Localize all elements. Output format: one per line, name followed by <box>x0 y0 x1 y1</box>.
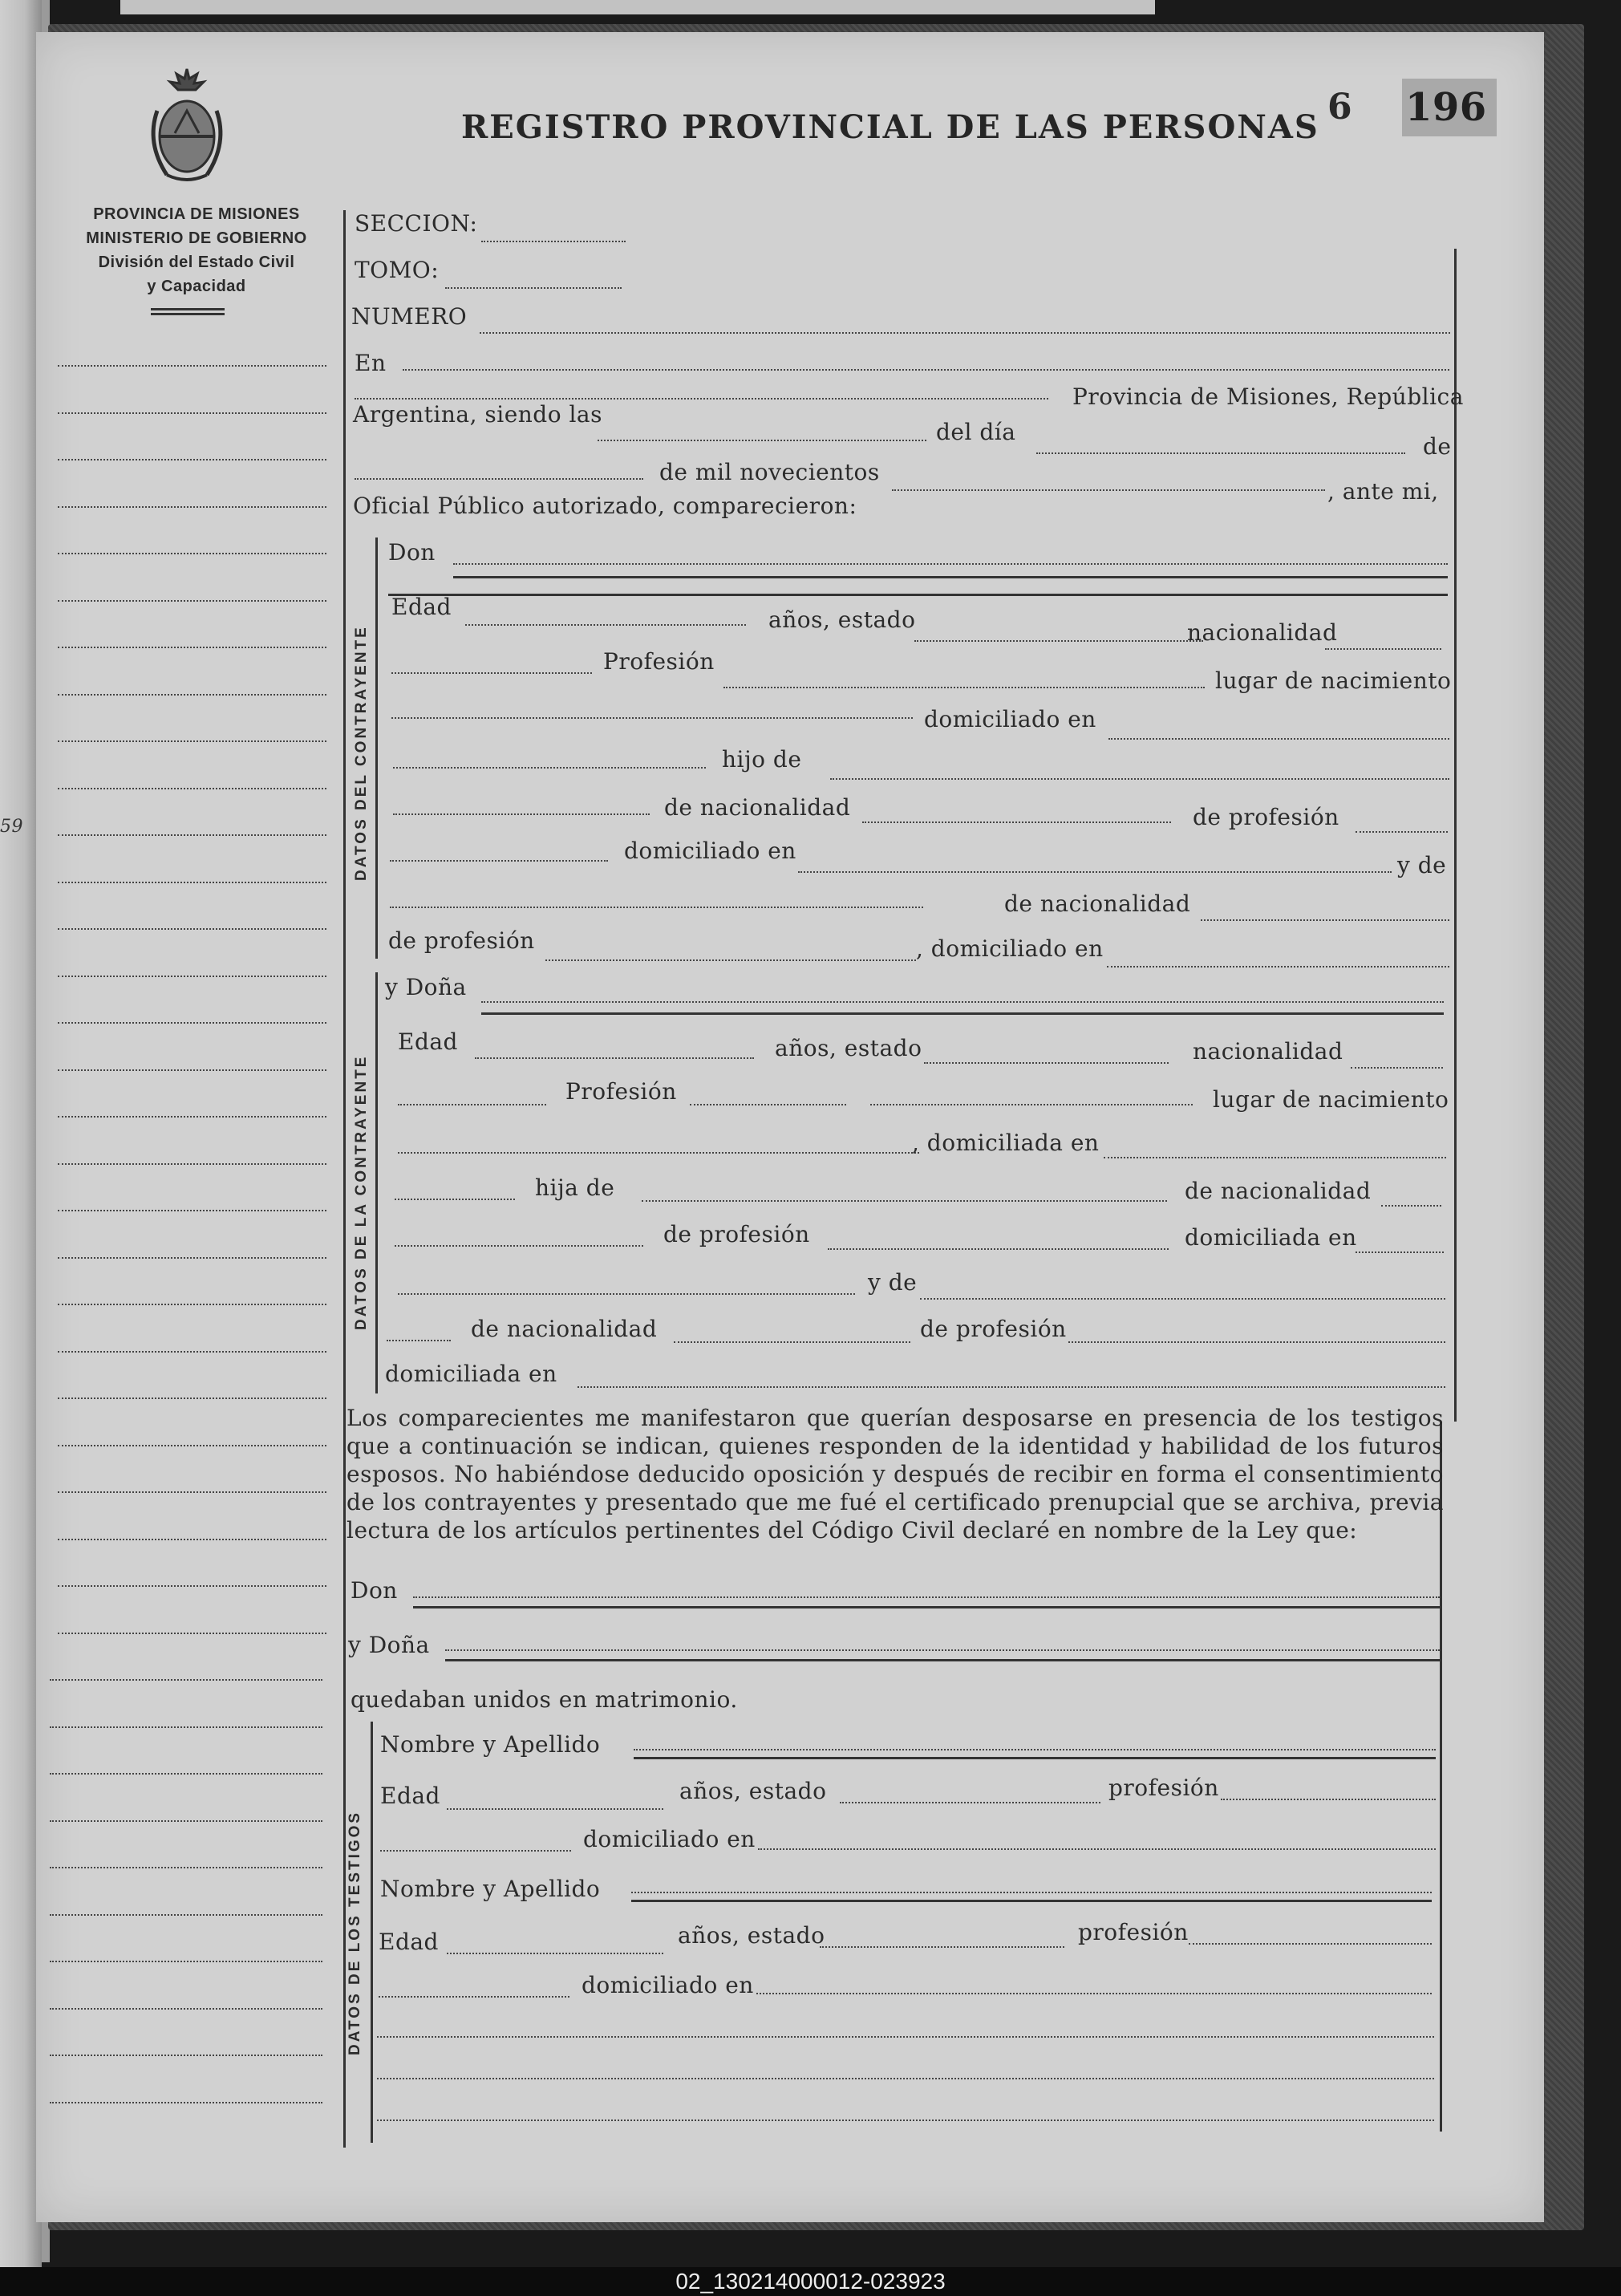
groom-don-label: Don <box>388 539 436 566</box>
bride-profesion-field[interactable] <box>398 1104 546 1105</box>
bride-name-field[interactable] <box>481 1001 1444 1003</box>
margin-ruled-line <box>50 1773 322 1775</box>
witness1-estado-label: años, estado <box>679 1778 827 1804</box>
declaration-don-rule <box>413 1606 1440 1608</box>
groom-header-rule <box>388 594 1448 596</box>
section-label-contrayente: DATOS DEL CONTRAYENTE <box>353 625 370 881</box>
margin-ruled-line <box>58 1022 326 1024</box>
witness-extra-line-2[interactable] <box>377 2078 1434 2079</box>
page-top-edge <box>120 0 1155 14</box>
declaration-dona-label: y Doña <box>348 1632 430 1658</box>
bride-profesion-field-2[interactable] <box>690 1104 846 1105</box>
groom-hijo-de-label: hijo de <box>722 746 802 773</box>
groom-profesion-label: Profesión <box>603 648 715 675</box>
witness2-profesion-field[interactable] <box>1189 1943 1432 1945</box>
groom-madre-profesion-field[interactable] <box>545 959 916 961</box>
declaration-dona-rule <box>445 1659 1440 1661</box>
en-label: En <box>355 350 387 376</box>
page-title: REGISTRO PROVINCIAL DE LAS PERSONAS <box>461 108 1319 146</box>
bride-madre-profesion-field[interactable] <box>1068 1341 1445 1343</box>
margin-ruled-line <box>58 1585 326 1587</box>
anio-field[interactable] <box>892 489 1325 491</box>
bride-padre-domicilio-field-2[interactable] <box>398 1293 855 1295</box>
groom-edad-label: Edad <box>391 594 452 620</box>
section-label-contrayente-f: DATOS DE LA CONTRAYENTE <box>353 1054 370 1330</box>
margin-ruled-line <box>58 506 326 508</box>
witness1-nombre-rule <box>634 1757 1436 1759</box>
groom-padre-domiciliado-label: domiciliado en <box>624 838 796 864</box>
en-field[interactable] <box>403 369 1449 371</box>
folio-number: 196 <box>1405 85 1487 130</box>
margin-ruled-line <box>50 2008 322 2010</box>
witness2-profesion-label: profesión <box>1078 1919 1189 1945</box>
margin-ruled-line <box>58 553 326 554</box>
argentina-label: Argentina, siendo las <box>353 401 602 428</box>
bride-nacionalidad-label: nacionalidad <box>1193 1038 1343 1065</box>
heading-underline <box>151 313 225 315</box>
margin-ruled-line <box>58 412 326 414</box>
quedaban-text: quedaban unidos en matrimonio. <box>351 1686 738 1713</box>
coat-of-arms-seal <box>143 63 231 191</box>
witness1-domicilio-field[interactable] <box>758 1848 1436 1850</box>
margin-ruled-line <box>58 1445 326 1446</box>
groom-lugar-label: lugar de nacimiento <box>1215 667 1452 694</box>
groom-estado-label: años, estado <box>768 606 916 633</box>
bride-madre-profesion-label: de profesión <box>920 1316 1067 1342</box>
bride-name-rule <box>481 1012 1444 1015</box>
margin-ruled-line <box>58 1304 326 1305</box>
bride-profesion-field-3[interactable] <box>870 1104 1193 1105</box>
witness1-profesion-field-2[interactable] <box>380 1850 571 1852</box>
bride-section-bracket <box>375 972 378 1393</box>
bride-padre-profesion-field[interactable] <box>828 1248 1169 1250</box>
seccion-label: SECCION: <box>355 210 478 237</box>
groom-madre-domicilio-field[interactable] <box>1107 966 1449 967</box>
margin-ruled-line <box>50 2055 322 2056</box>
groom-padre-field-2[interactable] <box>393 813 650 815</box>
bride-dona-label: y Doña <box>385 974 467 1000</box>
margin-ruled-line <box>58 1491 326 1493</box>
groom-nacionalidad-field[interactable] <box>1325 648 1441 650</box>
heading-underline <box>151 308 225 310</box>
margin-ruled-line <box>58 1539 326 1540</box>
groom-domicilio-field-2[interactable] <box>393 767 706 769</box>
margin-ruled-line <box>50 2102 322 2103</box>
ante-mi-label: , ante mi, <box>1327 478 1439 505</box>
declaration-paragraph: Los comparecientes me manifestaron que querían desposarse en presencia de los testigos que a continuación se indican, quienes responden de la identidad y habilidad de los futuros esposos. No habiéndose deducido oposición y después de recibir en forma el consentimiento de los contrayentes y presentado que me fué el certificado prenupcial que se archiva, previa lectura de los artículos pertinentes del Código Civil declaré en nombre de la Ley que: <box>346 1405 1444 1544</box>
groom-section-bracket <box>375 537 378 959</box>
witness2-domiciliado-label: domiciliado en <box>582 1972 754 1998</box>
declaration-don-field[interactable] <box>413 1596 1440 1598</box>
margin-ruled-line <box>50 1820 322 1822</box>
bride-padre-domiciliada-label: domiciliada en <box>1185 1224 1357 1251</box>
groom-estado-field[interactable] <box>914 640 1203 642</box>
register-page <box>36 32 1544 2222</box>
margin-ruled-line <box>58 976 326 977</box>
bride-domicilio-field-2[interactable] <box>395 1199 515 1200</box>
margin-ruled-line <box>58 1397 326 1399</box>
margin-note: 59 <box>0 817 23 837</box>
groom-profesion-field[interactable] <box>391 672 592 674</box>
del-dia-label: del día <box>936 419 1016 445</box>
witness1-profesion-label: profesión <box>1108 1775 1219 1801</box>
margin-ruled-line <box>58 1069 326 1071</box>
witness-extra-line-3[interactable] <box>377 2120 1434 2121</box>
witness2-edad-label: Edad <box>379 1929 439 1955</box>
witness1-domiciliado-label: domiciliado en <box>583 1826 756 1852</box>
bride-padre-nacionalidad-field[interactable] <box>1381 1205 1441 1207</box>
groom-madre-domiciliado-label: , domiciliado en <box>916 935 1104 962</box>
witness1-profesion-field[interactable] <box>1221 1799 1436 1800</box>
bride-madre-nacionalidad-label: de nacionalidad <box>471 1316 658 1342</box>
witness1-estado-field[interactable] <box>840 1802 1100 1803</box>
groom-lugar-field[interactable] <box>391 717 913 719</box>
groom-name-rule <box>453 576 1448 578</box>
witness1-edad-field[interactable] <box>447 1808 663 1810</box>
file-code-label: 02_130214000012-023923 <box>675 2269 946 2294</box>
bride-madre-domicilio-field[interactable] <box>577 1386 1445 1388</box>
margin-ruled-line <box>58 1210 326 1211</box>
province-heading: PROVINCIA DE MISIONES MINISTERIO DE GOBIERNO División del Estado Civil y Capacidad <box>86 205 307 295</box>
groom-madre-nacionalidad-label: de nacionalidad <box>1004 890 1191 917</box>
bride-edad-field[interactable] <box>475 1057 754 1059</box>
witness2-nombre-label: Nombre y Apellido <box>380 1876 601 1902</box>
bride-estado-label: años, estado <box>775 1035 922 1061</box>
declaration-don-label: Don <box>351 1577 398 1604</box>
witness2-domicilio-field[interactable] <box>756 1993 1432 1994</box>
groom-padre-domicilio-field[interactable] <box>798 871 1392 873</box>
margin-ruled-line <box>58 928 326 930</box>
bride-edad-label: Edad <box>398 1028 458 1055</box>
numero-label: NUMERO <box>351 303 468 330</box>
de-label: de <box>1423 433 1452 460</box>
witness1-nombre-label: Nombre y Apellido <box>380 1731 601 1758</box>
bride-padre-nacionalidad-field-2[interactable] <box>395 1245 643 1247</box>
section-label-testigos: DATOS DE LOS TESTIGOS <box>346 1810 363 2055</box>
margin-ruled-line <box>58 740 326 742</box>
bride-madre-field[interactable] <box>920 1298 1445 1300</box>
bride-madre-field-2[interactable] <box>387 1340 451 1341</box>
witness2-estado-field[interactable] <box>820 1946 1064 1948</box>
groom-madre-profesion-label: de profesión <box>388 927 535 954</box>
margin-ruled-line <box>50 1961 322 1962</box>
oficial-label: Oficial Público autorizado, comparecieron: <box>353 493 857 519</box>
bride-padre-domicilio-field[interactable] <box>1356 1251 1444 1253</box>
seccion-field[interactable] <box>481 241 626 242</box>
witness2-profesion-field-2[interactable] <box>379 1996 569 1998</box>
dia-field[interactable] <box>1036 452 1405 454</box>
right-rule-top <box>1454 249 1457 1422</box>
groom-padre-nacionalidad-label: de nacionalidad <box>664 794 851 821</box>
bride-padre-field[interactable] <box>642 1200 1167 1202</box>
margin-ruled-line <box>58 365 326 367</box>
bride-madre-domiciliada-label: domiciliada en <box>385 1361 557 1387</box>
bride-y-de-label: y de <box>868 1269 918 1296</box>
bride-nacionalidad-field[interactable] <box>1351 1067 1443 1069</box>
margin-ruled-line <box>58 1633 326 1634</box>
margin-ruled-line <box>50 1679 322 1681</box>
witness2-nombre-rule <box>631 1900 1432 1902</box>
tomo-label: TOMO: <box>355 257 440 283</box>
main-column-divider <box>343 210 346 2148</box>
witness2-estado-label: años, estado <box>678 1922 825 1949</box>
groom-nacionalidad-label: nacionalidad <box>1187 619 1338 646</box>
groom-domicilio-field[interactable] <box>1108 738 1449 740</box>
groom-y-de-label: y de <box>1397 852 1447 878</box>
hora-field[interactable] <box>598 440 926 441</box>
margin-ruled-line <box>58 1163 326 1165</box>
bride-domiciliada-label: , domiciliada en <box>912 1130 1100 1156</box>
bride-padre-nacionalidad-label: de nacionalidad <box>1185 1178 1372 1204</box>
witness-extra-line-1[interactable] <box>377 2036 1434 2038</box>
groom-padre-nacionalidad-field[interactable] <box>862 821 1171 823</box>
bride-profesion-label: Profesión <box>565 1078 677 1105</box>
margin-ruled-line <box>58 600 326 602</box>
margin-ruled-line <box>58 882 326 883</box>
margin-ruled-line <box>50 1867 322 1868</box>
groom-domiciliado-label: domiciliado en <box>924 706 1096 732</box>
mil-label: de mil novecientos <box>659 459 880 485</box>
margin-ruled-line <box>58 647 326 648</box>
witness1-edad-label: Edad <box>380 1783 440 1809</box>
bride-estado-field[interactable] <box>924 1062 1169 1064</box>
margin-ruled-line <box>50 1726 322 1728</box>
bride-madre-nacionalidad-field[interactable] <box>674 1341 910 1343</box>
bride-lugar-label: lugar de nacimiento <box>1213 1086 1449 1113</box>
bride-domicilio-field[interactable] <box>1104 1157 1446 1158</box>
bride-lugar-field[interactable] <box>398 1152 919 1154</box>
groom-profesion-field-2[interactable] <box>723 687 1205 688</box>
margin-ruled-line <box>58 1257 326 1259</box>
groom-madre-field[interactable] <box>390 907 923 908</box>
declaration-dona-field[interactable] <box>445 1649 1440 1651</box>
groom-edad-field[interactable] <box>465 624 746 626</box>
margin-ruled-line <box>58 834 326 836</box>
margin-ruled-line <box>58 1116 326 1118</box>
provincia-text: Provincia de Misiones, República <box>1072 383 1464 410</box>
witness2-nombre-field[interactable] <box>631 1892 1432 1893</box>
witness-section-bracket <box>371 1722 373 2143</box>
margin-ruled-line <box>58 694 326 696</box>
folio-small-number: 6 <box>1327 87 1353 128</box>
witness1-nombre-field[interactable] <box>634 1749 1436 1750</box>
bride-hija-de-label: hija de <box>535 1174 615 1201</box>
en-field-2[interactable] <box>355 398 1048 400</box>
numero-field[interactable] <box>480 332 1450 334</box>
margin-ruled-line <box>58 459 326 460</box>
groom-name-field[interactable] <box>453 563 1448 565</box>
mes-field[interactable] <box>355 478 643 480</box>
groom-padre-profesion-field[interactable] <box>1356 831 1448 833</box>
margin-ruled-line <box>58 788 326 789</box>
margin-ruled-line <box>58 1351 326 1353</box>
margin-ruled-line <box>50 1914 322 1916</box>
bride-padre-profesion-label: de profesión <box>663 1221 810 1247</box>
groom-padre-field[interactable] <box>830 778 1449 780</box>
groom-padre-profesion-field-2[interactable] <box>390 860 608 862</box>
tomo-field[interactable] <box>445 287 622 289</box>
witness2-edad-field[interactable] <box>447 1953 663 1954</box>
groom-madre-nacionalidad-field[interactable] <box>1201 919 1449 921</box>
groom-padre-profesion-label: de profesión <box>1193 804 1339 830</box>
